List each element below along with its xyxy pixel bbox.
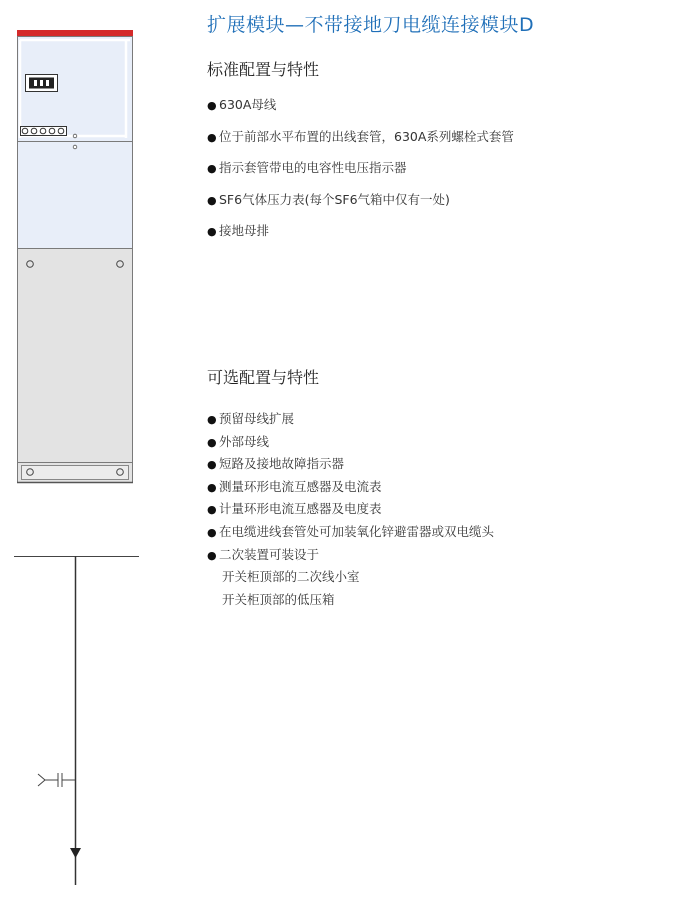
list-item: ● 外部母线 <box>207 433 270 449</box>
capacitor-icon <box>38 773 75 787</box>
list-item: ● 接地母排 <box>207 223 270 239</box>
list-item: ● 短路及接地故障指示器 <box>207 456 345 472</box>
list-sub-item: 开关柜顶部的低压箱 <box>222 591 335 607</box>
arrow-down-icon <box>70 848 81 858</box>
list-item: ● 位于前部水平布置的出线套管，630A系列螺栓式套管 <box>207 128 514 144</box>
standard-heading: 标准配置与特性 <box>207 60 320 79</box>
list-item: ● 630A母线 <box>207 97 277 112</box>
list-item: ● 二次装置可装设于 <box>207 546 320 562</box>
list-item: ● 在电缆进线套管处可加装氧化锌避雷器或双电缆头 <box>207 523 495 539</box>
list-item: ● SF6气体压力表(每个SF6气箱中仅有一处) <box>207 191 450 207</box>
list-item: ● 预留母线扩展 <box>207 411 295 426</box>
optional-heading: 可选配置与特性 <box>207 368 320 387</box>
list-item: ● 测量环形电流互感器及电流表 <box>207 478 382 494</box>
page-title: 扩展模块—不带接地刀电缆连接模块D <box>207 14 535 36</box>
list-item: ● 指示套管带电的电容性电压指示器 <box>207 160 407 176</box>
list-item: ● 计量环形电流互感器及电度表 <box>207 501 382 517</box>
list-sub-item: 开关柜顶部的二次线小室 <box>222 569 360 585</box>
